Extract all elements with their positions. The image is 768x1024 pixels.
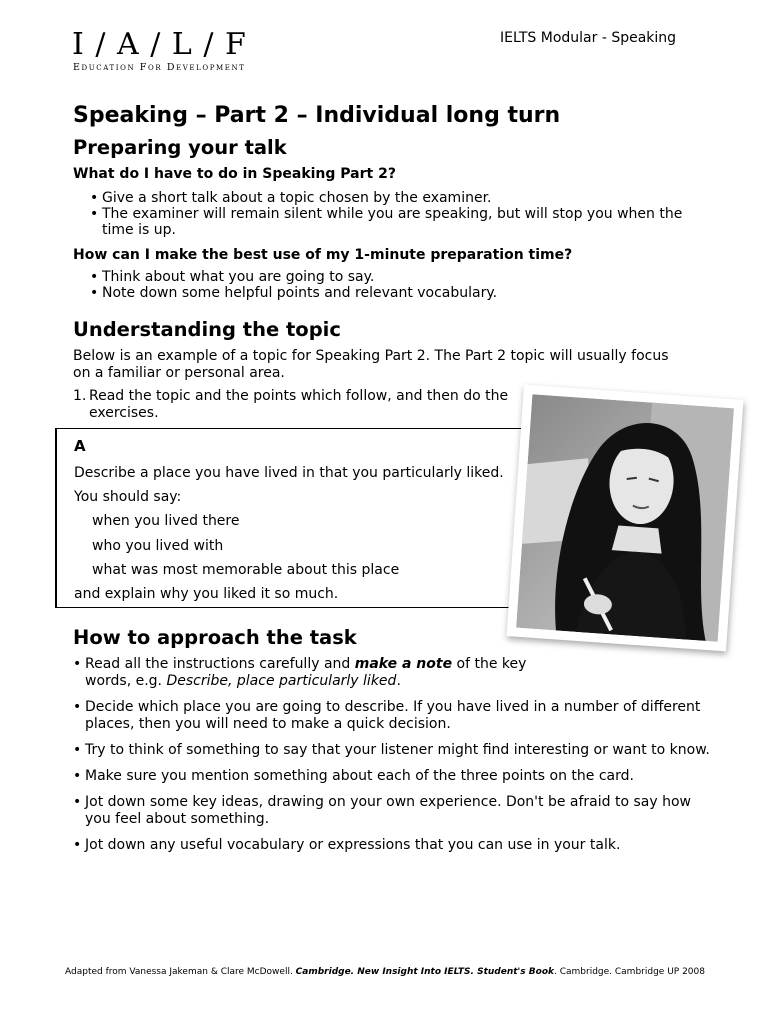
instruction-step	[73, 388, 543, 422]
heading-preparing: Preparing your talk	[73, 136, 287, 159]
header-course-label: IELTS Modular - Speaking	[500, 30, 677, 46]
student-photo	[506, 385, 743, 652]
card-point: what was most memorable about this place	[92, 562, 400, 578]
question-what-to-do: What do I have to do in Speaking Part 2?	[73, 166, 396, 182]
citation-publisher: . Cambridge. Cambridge UP 2008	[554, 967, 705, 977]
card-explain: and explain why you liked it so much.	[74, 586, 339, 602]
topic-card	[55, 428, 538, 608]
card-describe: Describe a place you have lived in that you particularly liked.	[74, 465, 504, 481]
heading-approach: How to approach the task	[73, 626, 357, 649]
card-point: when you lived there	[92, 513, 240, 529]
approach-text: .	[396, 673, 401, 689]
list-item: • Note down some helpful points and relevant vocabulary.	[90, 285, 710, 301]
list-what-to-do	[90, 190, 710, 238]
card-point: who you lived with	[92, 538, 224, 554]
approach-text: Read all the instructions carefully and	[85, 656, 355, 672]
list-item: • Make sure you mention something about each of the three points on the card.	[73, 768, 713, 785]
list-item: • Jot down any useful vocabulary or expressions that you can use in your talk.	[73, 837, 713, 854]
logo-wordmark: I / A / L / F	[72, 27, 247, 62]
approach-list	[73, 656, 713, 863]
list-item: • The examiner will remain silent while you are speaking, but will stop you when the time is up.	[90, 206, 710, 238]
list-item: • Think about what you are going to say.	[90, 269, 710, 285]
page-title: Speaking – Part 2 – Individual long turn	[73, 103, 561, 128]
question-preparation-time: How can I make the best use of my 1-minute preparation time?	[73, 247, 573, 263]
list-item: • Jot down some key ideas, drawing on your own experience. Don't be afraid to say how you feel about something.	[73, 794, 713, 828]
step-text: Read the topic and the points which follow, and then do the exercises.	[89, 388, 509, 421]
example-words: Describe, place particularly liked	[166, 673, 397, 689]
emphasis-make-a-note: make a note	[354, 656, 453, 672]
heading-understanding: Understanding the topic	[73, 318, 341, 341]
approach-text: of the key words, e.g.	[85, 656, 527, 689]
understanding-intro: Below is an example of a topic for Speaking Part 2. The Part 2 topic will usually focus on a familiar or personal area.	[73, 348, 669, 381]
list-item: • Decide which place you are going to describe. If you have lived in a number of different places, then you will need to make a quick decision.	[73, 699, 713, 733]
list-preparation-time	[90, 269, 710, 301]
card-should-say: You should say:	[74, 489, 182, 505]
card-label: A	[74, 437, 86, 455]
citation-book-title: Cambridge. New Insight Into IELTS. Student's Book	[295, 967, 554, 977]
list-item	[73, 656, 555, 690]
footer-citation	[60, 967, 710, 978]
list-item: • Try to think of something to say that your listener might find interesting or want to know.	[73, 742, 713, 759]
citation-authors: Adapted from Vanessa Jakeman & Clare McDowell.	[65, 967, 296, 977]
list-item: • Give a short talk about a topic chosen by the examiner.	[90, 190, 710, 206]
student-photo-image	[516, 394, 734, 642]
logo-tagline: Education For Development	[73, 62, 246, 73]
step-number: 1.	[73, 388, 87, 404]
